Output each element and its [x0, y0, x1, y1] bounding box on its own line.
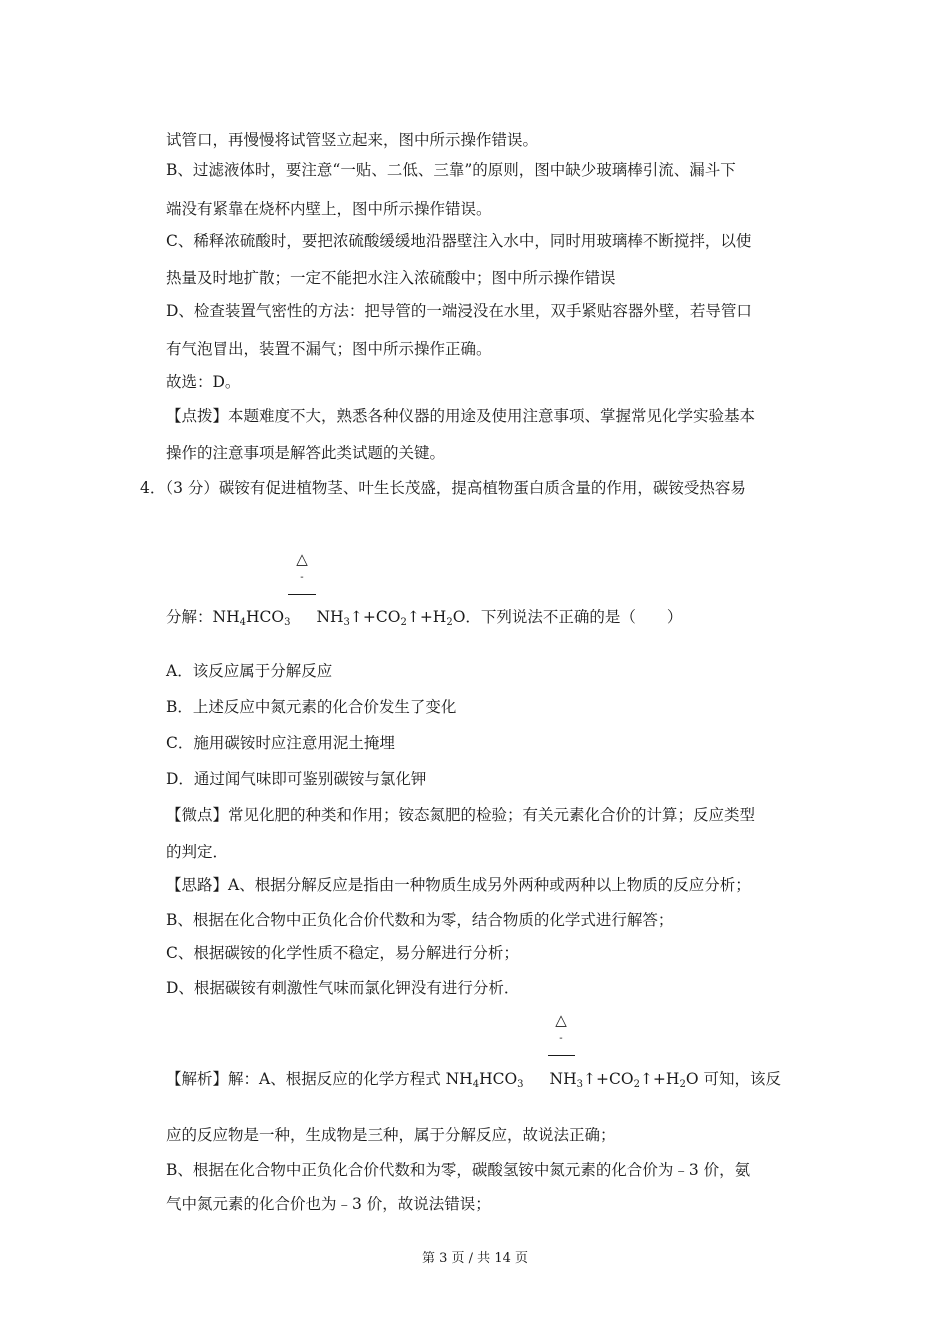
question-4-stem: 4．（3 分）碳铵有促进植物茎、叶生长茂盛，提高植物蛋白质含量的作用，碳铵受热容易: [140, 479, 746, 497]
text-line: C、稀释浓硫酸时，要把浓硫酸缓缓地沿器壁注入水中，同时用玻璃棒不断搅拌，以使: [166, 232, 752, 250]
option-a: A．该反应属于分解反应: [166, 662, 333, 680]
text-line: D、检查装置气密性的方法：把导管的一端浸没在水里，双手紧贴容器外壁，若导管口: [166, 302, 752, 320]
text-line: B、根据在化合物中正负化合价代数和为零，结合物质的化学式进行解答；: [166, 911, 674, 929]
text-line: 【思路】A、根据分解反应是指由一种物质生成另外两种或两种以上物质的反应分析；: [166, 876, 751, 894]
text-line: B、过滤液体时，要注意“一贴、二低、三靠”的原则，图中缺少玻璃棒引流、漏斗下: [166, 161, 736, 179]
option-b: B．上述反应中氮元素的化合价发生了变化: [166, 698, 457, 716]
analysis-equation: 【解析】解：A、根据反应的化学方程式 $NH_4HCO_3$ $NH_3↑+CO_2↑+H_2O$ 可知，该反: [166, 1070, 781, 1090]
option-c: C．施用碳铵时应注意用泥土掩埋: [166, 734, 395, 752]
text-line: C、根据碳铵的化学性质不稳定，易分解进行分析；: [166, 944, 519, 962]
text-line: 的判定．: [166, 843, 229, 861]
text-line: 热量及时地扩散；一定不能把水注入浓硫酸中；图中所示操作错误: [166, 269, 616, 287]
text-line: B、根据在化合物中正负化合价代数和为零，碳酸氢铵中氮元素的化合价为﹣3 价，氨: [166, 1161, 751, 1179]
text-line: 操作的注意事项是解答此类试题的关键。: [166, 444, 446, 462]
text-line: 气中氮元素的化合价也为﹣3 价，故说法错误；: [166, 1195, 491, 1213]
option-d: D．通过闻气味即可鉴别碳铵与氯化钾: [166, 770, 427, 788]
text-line: 试管口，再慢慢将试管竖立起来，图中所示操作错误。: [166, 131, 539, 149]
heat-triangle-symbol: △: [296, 550, 308, 568]
text-line: 【点拨】本题难度不大，熟悉各种仪器的用途及使用注意事项、掌握常见化学实验基本: [166, 407, 756, 425]
equation-dash: -: [559, 1033, 563, 1044]
text-line: D、根据碳铵有刺激性气味而氯化钾没有进行分析．: [166, 979, 520, 997]
text-line: 应的反应物是一种，生成物是三种，属于分解反应，故说法正确；: [166, 1126, 616, 1144]
heat-triangle-symbol: △: [555, 1011, 567, 1029]
equation-bar: [548, 1055, 575, 1056]
text-line: 端没有紧靠在烧杯内壁上，图中所示操作错误。: [166, 200, 492, 218]
equation-dash: -: [300, 572, 304, 583]
question-4-equation: 分解：$NH_4HCO_3$ $NH_3↑+CO_2↑+H_2O$．下列说法不正确的是（ ）: [166, 608, 683, 628]
equation-bar: [288, 594, 316, 595]
text-line: 【微点】常见化肥的种类和作用；铵态氮肥的检验；有关元素化合价的计算；反应类型: [166, 806, 756, 824]
text-line: 故选：D。: [166, 373, 241, 391]
text-line: 有气泡冒出，装置不漏气；图中所示操作正确。: [166, 340, 492, 358]
page-footer: 第 3 页 / 共 14 页: [422, 1251, 528, 1266]
